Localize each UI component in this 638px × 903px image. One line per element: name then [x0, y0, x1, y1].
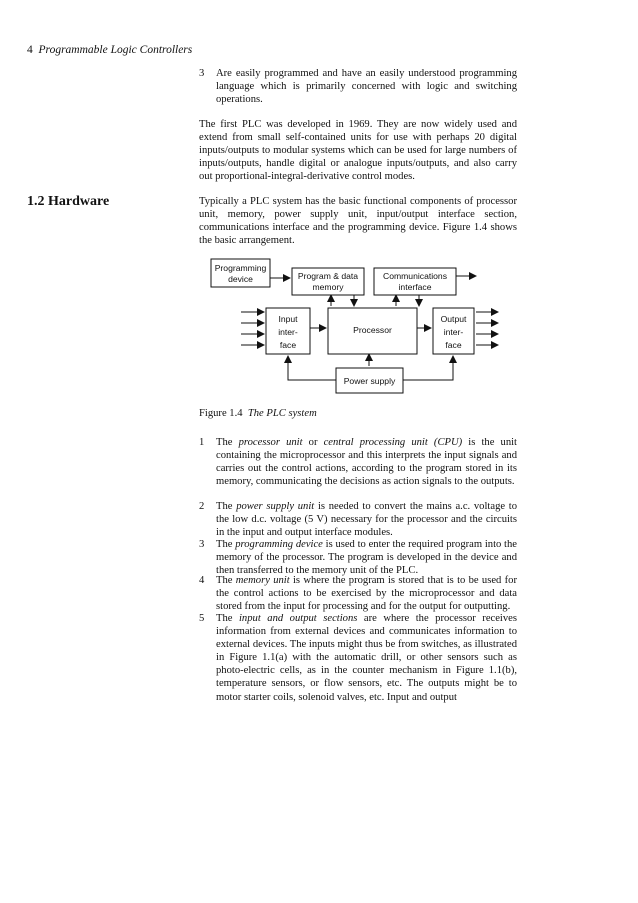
output-interface-box	[433, 308, 474, 354]
list-item-text: The input and output sections are where the processor receives information from external devices and communicates information to external devices. The inputs might thus be from switches, as illustrated in Figure 1.1(a) with the automatic drill, or other sensors such as photo-electric cells, as in the counter mechanism in Figure 1.1(b), temperature sensors, or flow sensors, etc. The outputs might be to motor starter coils, solenoid valves, etc. Input and output	[216, 613, 517, 703]
figure-label: Figure 1.4	[199, 408, 243, 419]
programming-device-box	[211, 259, 270, 287]
section-number: 1.2	[27, 194, 45, 209]
input-label-2: inter-	[278, 327, 298, 337]
list-item	[199, 500, 517, 539]
page-number: 4	[27, 44, 33, 56]
output-label-2: inter-	[443, 327, 464, 337]
input-interface-box	[266, 308, 310, 354]
output-label-1: Output	[440, 314, 467, 324]
figure-caption	[199, 408, 317, 419]
processor-box	[328, 308, 417, 354]
communications-label-2: interface	[398, 282, 432, 292]
output-label-3: face	[445, 340, 462, 350]
input-label-1: Input	[278, 314, 298, 324]
list-item	[199, 538, 517, 577]
list-number: 2	[199, 501, 205, 512]
list-item	[199, 574, 517, 613]
power-supply-box	[336, 368, 403, 393]
program-memory-box	[292, 268, 364, 295]
processor-label: Processor	[353, 325, 392, 335]
section-title: Hardware	[48, 194, 110, 209]
list-number: 4	[199, 575, 205, 586]
communications-interface-box	[374, 268, 456, 295]
running-title: Programmable Logic Controllers	[38, 44, 193, 56]
programming-device-label-2: device	[228, 274, 253, 284]
list-number: 5	[199, 613, 205, 624]
list-item-text: Are easily programmed and have an easily understood programming language which is primarily concerned with logic and switching operations.	[216, 68, 517, 106]
program-memory-label-1: Program & data	[297, 271, 359, 281]
list-item-text: The power supply unit is needed to convert the mains a.c. voltage to the low d.c. voltage (5 V) necessary for the processor and the circuits in the input and output interface modules.	[216, 501, 518, 539]
list-item	[199, 612, 517, 704]
program-memory-label-2: memory	[312, 282, 344, 292]
programming-device-label-1: Programming	[214, 263, 267, 273]
communications-label-1: Communications	[383, 271, 447, 281]
list-number: 3	[199, 68, 205, 79]
power-supply-label: Power supply	[343, 376, 396, 386]
figure-title: The PLC system	[247, 408, 317, 419]
list-number: 1	[199, 437, 205, 448]
list-number: 3	[199, 539, 205, 550]
list-item-text: The programming device is used to enter the required program into the memory of the processor. The program is developed in the device and then transferred to the memory unit of the PLC.	[216, 539, 518, 577]
paragraph-first-plc: The first PLC was developed in 1969. They are now widely used and extend from small self-contained units for use with perhaps 20 digital inputs/outputs to modular systems which can be used for large numbers of inputs/outputs, handle digital or analogue inputs/outputs, and also carry out proportional-integral-derivative control modes.	[199, 119, 517, 183]
list-item-text: The memory unit is where the program is stored that is to be used for the control actions to be exercised by the microprocessor and data stored from the input for processing and for the output for outputting.	[216, 575, 517, 613]
input-label-3: face	[279, 340, 297, 350]
list-item-text: The processor unit or central processing unit (CPU) is the unit containing the microprocessor and this interprets the input signals and carries out the control actions, according to the program stored in its memory, communicating the decisions as action signals to the outputs.	[216, 437, 517, 488]
list-item	[199, 436, 517, 488]
paragraph-hardware: Typically a PLC system has the basic functional components of processor unit, memory, power supply unit, input/output interface section, communications interface and the programming device. Figure 1.4 shows the basic arrangement.	[199, 196, 517, 247]
